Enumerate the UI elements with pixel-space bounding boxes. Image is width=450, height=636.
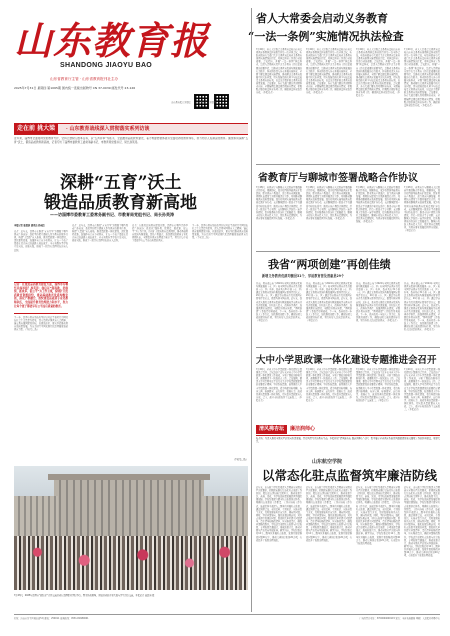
- story-2-col-2: 7月28日，省教育厅与聊城市人民政府签署战略合作协议。根据协议，双方将围绕基础教育扩优提质、职业教育产教融合、高等教育内涵发展、教师队伍建设等方面开展深度合作，共同推动聊城教育高质量发展。双方将共同实施基础教育优质资源扩容行动，支持聊城建设一批高水平普通高中和特色高中；推进市域产教联合体建设，打造一批高水平专业群；支持聊城大学加快一流学科建设，提升服务地方经济社会发展能力。聊城市将加大教育投入力度，优化教育资源配置，为教育事业发展提供坚实保障。（本报记者）: [306, 186, 352, 220]
- photo-building: [54, 478, 204, 536]
- column-divider: [251, 8, 252, 612]
- masthead-pinyin: SHANDONG JIAOYU BAO: [60, 62, 153, 69]
- story-5-headline: 以常态化驻点监督筑牢廉洁防线: [262, 468, 438, 483]
- story-4-col-2: 7月29日，全省大中小学思政课一体化建设专题推进会召开。会议总结了近年来全省大中小学思政课一体化建设工作成效，分析了面临的形势任务，部署推进下一阶段重点工作。会议强调，要深入学习贯彻习近平总书记关于学校思政课建设的重要指示精神，坚持系统思维，统筹推进大中小学思政课一体化建设，着力构建目标明确、内容完善、标准健全、运行科学、保障有力、成效显著的思政课一体化体系，切实提升思政课育人实效。会上，部分市和高校作了交流发言。（本报记者）: [306, 368, 352, 402]
- story-2-headline: 省教育厅与聊城市签署战略合作协议: [258, 173, 418, 184]
- banner-text: · 山东教育战线深入贯彻落实系列访谈: [66, 126, 150, 132]
- story-3-col-2: 日前，教育部公布了2024年全国义务教育优质均衡发展县（市、区）和全国学前教育普及普惠县（市、区）名单，我省共有31个县（市、区）通过义务教育优质均衡发展国家督导评估认定，29个县（市、区）通过学前教育普及普惠国家督导评估认定，数量均居全国前列。近年来，我省深入推进义务教育优质均衡发展和学前教育普及普惠发展，持续加大投入，改善办学条件，加强教师队伍建设，全面提升教育质量，“两项创建”工作取得显著成效。下一步，我省将进一步加大工作力度，加快推进创建工作，确保如期完成创建目标任务，努力办好人民满意的教育。（本报记者）: [306, 282, 352, 323]
- column-editor-note: 编者按：为深入推进全面从严治党向纵深发展，营造风清气正的教育生态，本报开设“清风拂杏坛 廉洁润师心”专栏，集中展示全省教育系统党风廉政建设和反腐败工作的经验做法，敬请关注。: [256, 437, 440, 444]
- story-4-col-1: 7月29日，全省大中小学思政课一体化建设专题推进会召开。会议总结了近年来全省大中小学思政课一体化建设工作成效，分析了面临的形势任务，部署推进下一阶段重点工作。会议强调，要深入学习贯彻习近平总书记关于学校思政课建设的重要指示精神，坚持系统思维，统筹推进大中小学思政课一体化建设，着力构建目标明确、内容完善、标准健全、运行科学、保障有力、成效显著的思政课一体化体系，切实提升思政课育人实效。会上，部分市和高校作了交流发言。（本报记者）: [256, 368, 302, 402]
- lead-column-4: 下一步，淄博市教育系统将坚持以习近平新时代中国特色社会主义思想为指导，深入贯彻全国教育大会精神，锚定教育强国建设目标，以更高站位、更实举措推动教育高质量发展，为奋力谱写中国式现代化淄博篇章贡献教育力量。（下转第二版）: [192, 224, 248, 240]
- story-5-kicker: 山东航空学院: [312, 459, 343, 465]
- lead-column-1b: 下一步，淄博市教育系统将坚持以习近平新时代中国特色社会主义思想为指导，深入贯彻全国教育大会精神，锚定教育强国建设目标，以更高站位、更实举措推动教育高质量发展，为奋力谱写中国式现代化淄博篇章贡献教育力量。（下转第二版）: [14, 316, 68, 332]
- story-5-col-3: 近年来，山东航空学院纪委深入贯彻落实全面从严治党要求，积极探索推行常态化驻点监督工作机制，聚焦重点领域和关键环节，推动监督下沉、落地、见效，为学校高质量发展提供坚强纪律保障。学校纪委建立健全驻点监督制度体系，明确驻点监督的工作职责、工作内容和工作方式，选派纪检干部深入二级单位开展驻点监督，通过列席会议、查阅资料、个别谈话、实地查看等方式，及时发现和纠正苗头性、倾向性问题。同时，坚持问题导向，强化监督结果运用，对驻点监督中发现的问题，督促相关单位建立问题清单、责任清单和整改清单，压实整改责任，确保问题整改到位。学校还注重把驻点监督与日常监督、专项监督贯通融合，形成监督合力，推动全面从严治党向基层延伸。截至目前，学校纪委已对12个二级单位开展驻点监督，发现并督促整改问题40余个，推动完善制度机制20余项，有效提升了监督治理效能。: [356, 486, 400, 545]
- photo-building-wing-right: [202, 496, 248, 536]
- story-1-col-4: 7月29日，省人大常委会义务教育法和山东省义务教育条例执法检查组召开第一次全体会议，听取省政府有关部门关于义务教育法和省义务教育条例实施情况的汇报，对执法检查工作进行动员部署。会议指出，开展“一法一条例”执法检查，是深入贯彻落实党中央关于教育工作决策部署的重要举措，是推动义务教育优质均衡发展的有力抓手。检查组将深入各市开展实地检查，全面了解法律法规实施情况，推动解决义务教育发展中的突出问题，切实保障适龄儿童少年依法接受义务教育的权利，以法治力量护航义务教育高质量发展。会议要求，各有关部门要认真对照检查内容，全面梳理法律法规贯彻落实情况，积极配合做好执法检查各项工作，确保执法检查取得实效。（本报记者）: [404, 48, 440, 107]
- footer-rule: [14, 614, 440, 615]
- story-3-subhead: 新增义务教育优质均衡县31个，学前教育普及普惠县29个: [262, 274, 345, 278]
- column-tag-text: 廉洁润师心: [290, 426, 316, 432]
- photo-building-roof: [48, 474, 210, 480]
- story-5-col-1: 近年来，山东航空学院纪委深入贯彻落实全面从严治党要求，积极探索推行常态化驻点监督工作机制，聚焦重点领域和关键环节，推动监督下沉、落地、见效，为学校高质量发展提供坚强纪律保障。学校纪委建立健全驻点监督制度体系，明确驻点监督的工作职责、工作内容和工作方式，选派纪检干部深入二级单位开展驻点监督，通过列席会议、查阅资料、个别谈话、实地查看等方式，及时发现和纠正苗头性、倾向性问题。同时，坚持问题导向，强化监督结果运用，对驻点监督中发现的问题，督促相关单位建立问题清单、责任清单和整改清单，压实整改责任，确保问题整改到位。学校还注重把驻点监督与日常监督、专项监督贯通融合，形成监督合力，推动全面从严治党向基层延伸。截至目前，学校纪委已对12个二级单位开展驻点监督，发现并督促整改问题40余个，推动完善制度机制20余项，有效提升了监督治理效能。: [256, 486, 302, 542]
- story-4-col-4: 7月29日，全省大中小学思政课一体化建设专题推进会召开。会议总结了近年来全省大中小学思政课一体化建设工作成效，分析了面临的形势任务，部署推进下一阶段重点工作。会议强调，要深入学习贯彻习近平总书记关于学校思政课建设的重要指示精神，坚持系统思维，统筹推进大中小学思政课一体化建设，着力构建目标明确、内容完善、标准健全、运行科学、保障有力、成效显著的思政课一体化体系，切实提升思政课育人实效。会上，部分市和高校作了交流发言。（本报记者）: [404, 368, 440, 412]
- story-4-col-3: 7月29日，全省大中小学思政课一体化建设专题推进会召开。会议总结了近年来全省大中小学思政课一体化建设工作成效，分析了面临的形势任务，部署推进下一阶段重点工作。会议强调，要深入学习贯彻习近平总书记关于学校思政课建设的重要指示精神，坚持系统思维，统筹推进大中小学思政课一体化建设，着力构建目标明确、内容完善、标准健全、运行科学、保障有力、成效显著的思政课一体化体系，切实提升思政课育人实效。会上，部分市和高校作了交流发言。（本报记者）: [356, 368, 400, 402]
- masthead-logo: 山东教育报: [14, 18, 210, 63]
- lead-column-2: 记者：近年来，淄博市在推进“五育并举”方面做了哪些探索？孙英涛：我们坚持把立德树人作为教育的根本任务，构建“大思政”育人格局，推进思政课一体化建设，深化课程改革，加强体育美育劳动教育，让每一个孩子都能在适合自己的道路上成长成才。全市各级各类学校立足实际，创新实践，形成了一批具有淄博特色的育人品牌。: [72, 224, 128, 243]
- divider-story-1: [256, 164, 440, 165]
- story-4-headline: 大中小学思政课一体化建设专题推进会召开: [256, 355, 437, 366]
- column-rule: [256, 435, 440, 436]
- photo-crowd: [14, 536, 248, 590]
- story-1-headline-1: 省人大常委会启动义务教育: [256, 12, 388, 25]
- lead-byline: 本报记者 鹿晨迪 通讯员 孙成信: [14, 224, 45, 227]
- lead-continue-note: （下转第二版）: [232, 458, 248, 461]
- story-2-col-1: 7月28日，省教育厅与聊城市人民政府签署战略合作协议。根据协议，双方将围绕基础教育扩优提质、职业教育产教融合、高等教育内涵发展、教师队伍建设等方面开展深度合作，共同推动聊城教育高质量发展。双方将共同实施基础教育优质资源扩容行动，支持聊城建设一批高水平普通高中和特色高中；推进市域产教联合体建设，打造一批高水平专业群；支持聊城大学加快一流学科建设，提升服务地方经济社会发展能力。聊城市将加大教育投入力度，优化教育资源配置，为教育事业发展提供坚实保障。（本报记者）: [256, 186, 302, 220]
- qr-caption-wechat: 山东教育报官方微信: [171, 101, 191, 104]
- lead-headline-1: 深耕“五育”沃土: [60, 173, 182, 193]
- story-1-headline-2: “一法一条例”实施情况执法检查: [248, 30, 404, 43]
- divider-story-3: [256, 347, 440, 348]
- story-2-col-3: 7月28日，省教育厅与聊城市人民政府签署战略合作协议。根据协议，双方将围绕基础教育扩优提质、职业教育产教融合、高等教育内涵发展、教师队伍建设等方面开展深度合作，共同推动聊城教育高质量发展。双方将共同实施基础教育优质资源扩容行动，支持聊城建设一批高水平普通高中和特色高中；推进市域产教联合体建设，打造一批高水平专业群；支持聊城大学加快一流学科建设，提升服务地方经济社会发展能力。聊城市将加大教育投入力度，优化教育资源配置，为教育事业发展提供坚实保障。（本报记者）: [356, 186, 400, 224]
- story-1-col-1: 7月29日，省人大常委会义务教育法和山东省义务教育条例执法检查组召开第一次全体会议，听取省政府有关部门关于义务教育法和省义务教育条例实施情况的汇报，对执法检查工作进行动员部署。会议指出，开展“一法一条例”执法检查，是深入贯彻落实党中央关于教育工作决策部署的重要举措，是推动义务教育优质均衡发展的有力抓手。检查组将深入各市开展实地检查，全面了解法律法规实施情况，推动解决义务教育发展中的突出问题，切实保障适龄儿童少年依法接受义务教育的权利，以法治力量护航义务教育高质量发展。会议要求，各有关部门要认真对照检查内容，全面梳理法律法规贯彻落实情况，积极配合做好执法检查各项工作，确保执法检查取得实效。（本报记者）: [256, 48, 302, 95]
- column-tag: 清风拂杏坛: [256, 425, 287, 434]
- photo-building-wing-left: [14, 496, 58, 536]
- story-1-col-2: 7月29日，省人大常委会义务教育法和山东省义务教育条例执法检查组召开第一次全体会议，听取省政府有关部门关于义务教育法和省义务教育条例实施情况的汇报，对执法检查工作进行动员部署。会议指出，开展“一法一条例”执法检查，是深入贯彻落实党中央关于教育工作决策部署的重要举措，是推动义务教育优质均衡发展的有力抓手。检查组将深入各市开展实地检查，全面了解法律法规实施情况，推动解决义务教育发展中的突出问题，切实保障适龄儿童少年依法接受义务教育的权利，以法治力量护航义务教育高质量发展。会议要求，各有关部门要认真对照检查内容，全面梳理法律法规贯彻落实情况，积极配合做好执法检查各项工作，确保执法检查取得实效。（本报记者）: [306, 48, 352, 95]
- lead-intro: 近年来，淄博市全面贯彻党的教育方针，坚持立德树人根本任务，以“五育并举”为抓手，全面推进品质教育建设，着力构建德智体美劳全面培养的教育体系，努力办好人民满意的教育。围绕如何深耕“五育”沃土，锻造品质教育新高地，记者专访了淄博市委教育工委常务副书记、市教育局党组书记、局长孙英涛。: [14, 137, 248, 144]
- lead-photo: [14, 466, 248, 590]
- story-1-col-3: 7月29日，省人大常委会义务教育法和山东省义务教育条例执法检查组召开第一次全体会议，听取省政府有关部门关于义务教育法和省义务教育条例实施情况的汇报，对执法检查工作进行动员部署。会议指出，开展“一法一条例”执法检查，是深入贯彻落实党中央关于教育工作决策部署的重要举措，是推动义务教育优质均衡发展的有力抓手。检查组将深入各市开展实地检查，全面了解法律法规实施情况，推动解决义务教育发展中的突出问题，切实保障适龄儿童少年依法接受义务教育的权利，以法治力量护航义务教育高质量发展。会议要求，各有关部门要认真对照检查内容，全面梳理法律法规贯彻落实情况，积极配合做好执法检查各项工作，确保执法检查取得实效。（本报记者）: [356, 48, 400, 98]
- story-3-col-3: 日前，教育部公布了2024年全国义务教育优质均衡发展县（市、区）和全国学前教育普及普惠县（市、区）名单，我省共有31个县（市、区）通过义务教育优质均衡发展国家督导评估认定，29个县（市、区）通过学前教育普及普惠国家督导评估认定，数量均居全国前列。近年来，我省深入推进义务教育优质均衡发展和学前教育普及普惠发展，持续加大投入，改善办学条件，加强教师队伍建设，全面提升教育质量，“两项创建”工作取得显著成效。下一步，我省将进一步加大工作力度，加快推进创建工作，确保如期完成创建目标任务，努力办好人民满意的教育。（本报记者）: [356, 282, 400, 323]
- masthead-sponsor: 山东省教育厅主管 · 山东省教育报刊社主办: [50, 77, 119, 81]
- banner-tag: 走在前 挑大梁: [14, 124, 58, 134]
- feature-banner: [14, 123, 248, 135]
- story-3-headline: 我省“两项创建”再创佳绩: [268, 258, 391, 271]
- footer-right: 广告经营许可证：3700004000115 发行：全省各地邮局 印刷：大众报业印务中心: [359, 617, 440, 620]
- lead-subtitle: ——访淄博市委教育工委常务副书记、市教育局党组书记、局长孙英涛: [50, 212, 174, 217]
- divider-story-2: [256, 251, 440, 252]
- lead-pullquote: [14, 282, 68, 314]
- lead-headline-2: 锻造品质教育新高地: [44, 193, 197, 213]
- story-5-col-4: 近年来，山东航空学院纪委深入贯彻落实全面从严治党要求，积极探索推行常态化驻点监督工作机制，聚焦重点领域和关键环节，推动监督下沉、落地、见效，为学校高质量发展提供坚强纪律保障。学校纪委建立健全驻点监督制度体系，明确驻点监督的工作职责、工作内容和工作方式，选派纪检干部深入二级单位开展驻点监督，通过列席会议、查阅资料、个别谈话、实地查看等方式，及时发现和纠正苗头性、倾向性问题。同时，坚持问题导向，强化监督结果运用，对驻点监督中发现的问题，督促相关单位建立问题清单、责任清单和整改清单，压实整改责任，确保问题整改到位。学校还注重把驻点监督与日常监督、专项监督贯通融合，形成监督合力，推动全面从严治党向基层延伸。截至目前，学校纪委已对12个二级单位开展驻点监督，发现并督促整改问题40余个，推动完善制度机制20余项，有效提升了监督治理效能。: [404, 486, 440, 558]
- qr-caption-weibo: 山东教育报官方微博: [196, 101, 216, 104]
- story-3-col-4: 日前，教育部公布了2024年全国义务教育优质均衡发展县（市、区）和全国学前教育普及普惠县（市、区）名单，我省共有31个县（市、区）通过义务教育优质均衡发展国家督导评估认定，29个县（市、区）通过学前教育普及普惠国家督导评估认定，数量均居全国前列。近年来，我省深入推进义务教育优质均衡发展和学前教育普及普惠发展，持续加大投入，改善办学条件，加强教师队伍建设，全面提升教育质量，“两项创建”工作取得显著成效。下一步，我省将进一步加大工作力度，加快推进创建工作，确保如期完成创建目标任务，努力办好人民满意的教育。（本报记者）: [404, 282, 440, 332]
- lead-pullquote-text: 记者：在推进品质教育建设方面，淄博市有哪些具体举措？孙英涛：我们以“强科教、优师资、抓改革、促公平”为工作主线，持续扩大优质教育资源供给，推动基础教育优质均衡发展，深化产教融合，加快建设高素质专业化教师队伍，全面提升教育治理能力和水平，努力让每个孩子都能享有公平而有质量的教育。: [14, 283, 68, 308]
- masthead-issue-line: 2025年7月31日 星期四 第1065期 国内统一连续出版物号 CN 37-0039 邮发代号 23-126: [14, 86, 136, 90]
- story-5-col-2: 近年来，山东航空学院纪委深入贯彻落实全面从严治党要求，积极探索推行常态化驻点监督工作机制，聚焦重点领域和关键环节，推动监督下沉、落地、见效，为学校高质量发展提供坚强纪律保障。学校纪委建立健全驻点监督制度体系，明确驻点监督的工作职责、工作内容和工作方式，选派纪检干部深入二级单位开展驻点监督，通过列席会议、查阅资料、个别谈话、实地查看等方式，及时发现和纠正苗头性、倾向性问题。同时，坚持问题导向，强化监督结果运用，对驻点监督中发现的问题，督促相关单位建立问题清单、责任清单和整改清单，压实整改责任，确保问题整改到位。学校还注重把驻点监督与日常监督、专项监督贯通融合，形成监督合力，推动全面从严治党向基层延伸。截至目前，学校纪委已对12个二级单位开展驻点监督，发现并督促整改问题40余个，推动完善制度机制20余项，有效提升了监督治理效能。: [306, 486, 352, 542]
- story-3-col-1: 日前，教育部公布了2024年全国义务教育优质均衡发展县（市、区）和全国学前教育普及普惠县（市、区）名单，我省共有31个县（市、区）通过义务教育优质均衡发展国家督导评估认定，29个县（市、区）通过学前教育普及普惠国家督导评估认定，数量均居全国前列。近年来，我省深入推进义务教育优质均衡发展和学前教育普及普惠发展，持续加大投入，改善办学条件，加强教师队伍建设，全面提升教育质量，“两项创建”工作取得显著成效。下一步，我省将进一步加大工作力度，加快推进创建工作，确保如期完成创建目标任务，努力办好人民满意的教育。（本报记者）: [256, 282, 302, 323]
- lead-photo-caption: 7月23日，2025年淄博市“政校企”合作交流活动在淄博职业学院举行。图为活动现场，参加活动的企业代表与学生进行交流。本报记者 鹿晨迪 摄: [14, 594, 155, 597]
- column-banner: [256, 425, 440, 434]
- masthead: [14, 8, 244, 112]
- lead-column-3: 记者：在推进品质教育建设方面，淄博市有哪些具体举措？孙英涛：我们以“强科教、优师资、抓改革、促公平”为工作主线，持续扩大优质教育资源供给，推动基础教育优质均衡发展，深化产教融合，加快建设高素质专业化教师队伍，全面提升教育治理能力和水平，努力让每个孩子都能享有公平而有质量的教育。: [132, 224, 188, 243]
- footer-left: 社址：济南市历下区佛山街5号 邮编：250011 新闻热线：0531-81680001: [14, 617, 89, 620]
- story-2-col-4: 7月28日，省教育厅与聊城市人民政府签署战略合作协议。根据协议，双方将围绕基础教育扩优提质、职业教育产教融合、高等教育内涵发展、教师队伍建设等方面开展深度合作，共同推动聊城教育高质量发展。双方将共同实施基础教育优质资源扩容行动，支持聊城建设一批高水平普通高中和特色高中；推进市域产教联合体建设，打造一批高水平专业群；支持聊城大学加快一流学科建设，提升服务地方经济社会发展能力。聊城市将加大教育投入力度，优化教育资源配置，为教育事业发展提供坚实保障。（本报记者）: [404, 186, 440, 233]
- lead-column-1: 记者：近年来，淄博市在推进“五育并举”方面做了哪些探索？孙英涛：我们坚持把立德树人作为教育的根本任务，构建“大思政”育人格局，推进思政课一体化建设，深化课程改革，加强体育美育劳动教育，让每一个孩子都能在适合自己的道路上成长成才。全市各级各类学校立足实际，创新实践，形成了一批具有淄博特色的育人品牌。: [14, 230, 68, 252]
